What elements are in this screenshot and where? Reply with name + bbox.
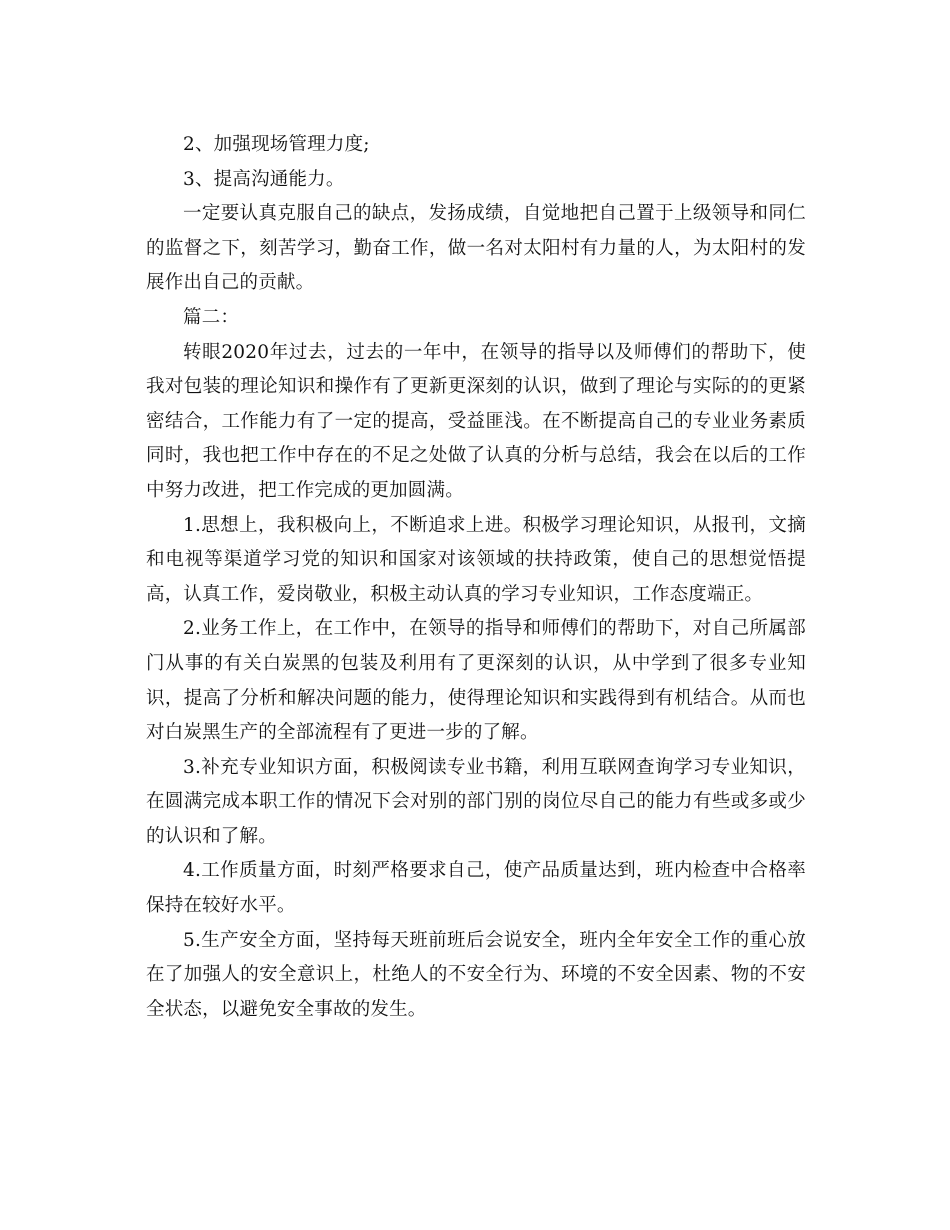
paragraph-point-4: 4.工作质量方面，时刻严格要求自己，使产品质量达到，班内检查中合格率保持在较好水平。 (146, 860, 806, 917)
paragraph-item-2: 2、加强现场管理力度; (183, 134, 370, 155)
section-heading-part-two: 篇二： (183, 306, 240, 328)
paragraph-conclusion: 一定要认真克服自己的缺点，发扬成绩，自觉地把自己置于上级领导和同仁的监督之下，刻苦学习，勤奋工作，做一名对太阳村有力量的人，为太阳村的发展作出自己的贡献。 (146, 203, 806, 294)
paragraph-point-1: 1.思想上，我积极向上，不断追求上进。积极学习理论知识，从报刊，文摘和电视等渠道学习党的知识和国家对该领域的扶持政策，使自己的思想觉悟提高，认真工作，爱岗敬业，积极主动认真的学习专业知识，工作态度端正。 (146, 514, 806, 605)
paragraph-item-3: 3、提高沟通能力。 (183, 168, 345, 190)
document-body (146, 128, 806, 1027)
paragraph-point-3: 3.补充专业知识方面，积极阅读专业书籍，利用互联网查询学习专业知识，在圆满完成本职工作的情况下会对别的部门别的岗位尽自己的能力有些或多或少的认识和了解。 (146, 756, 806, 847)
paragraph-point-5: 5.生产安全方面，坚持每天班前班后会说安全，班内全年安全工作的重心放在了加强人的安全意识上，杜绝人的不安全行为、环境的不安全因素、物的不安全状态，以避免安全事故的发生。 (146, 929, 806, 1020)
paragraph-point-2: 2.业务工作上，在工作中，在领导的指导和师傅们的帮助下，对自己所属部门从事的有关白炭黑的包装及利用有了更深刻的认识，从中学到了很多专业知识，提高了分析和解决问题的能力，使得理论知识和实践得到有机结合。从而也对白炭黑生产的全部流程有了更进一步的了解。 (146, 618, 806, 744)
paragraph-intro: 转眼2020年过去，过去的一年中，在领导的指导以及师傅们的帮助下，使我对包装的理论知识和操作有了更新更深刻的认识，做到了理论与实际的的更紧密结合，工作能力有了一定的提高，受益匪浅。在不断提高自己的专业业务素质同时，我也把工作中存在的不足之处做了认真的分析与总结，我会在以后的工作中努力改进，把工作完成的更加圆满。 (146, 341, 806, 501)
